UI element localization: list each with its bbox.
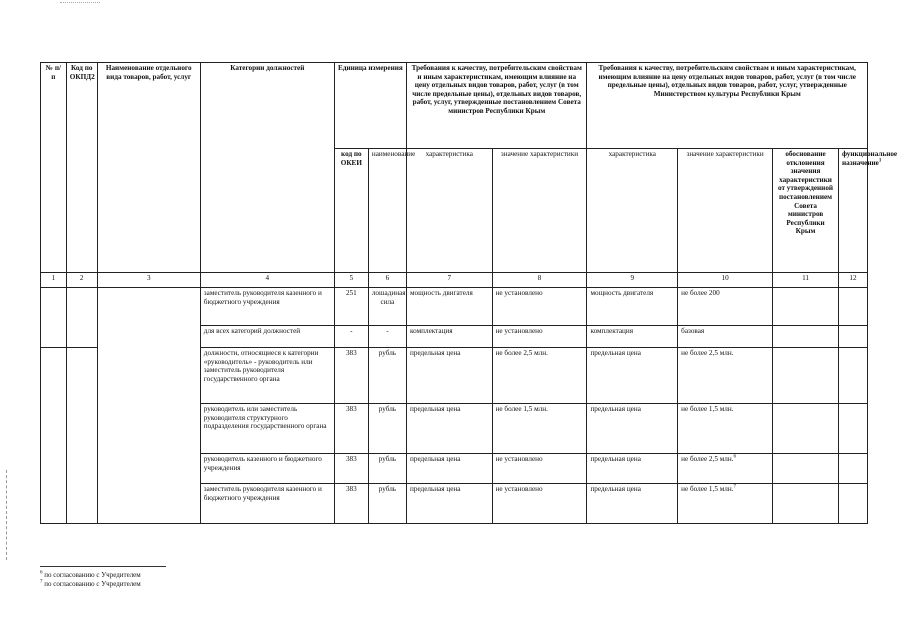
- row-just11: [773, 348, 839, 404]
- footnote-item: $^7$ по согласованию с Учредителем: [40, 579, 141, 588]
- row-char7: предельная цена: [407, 348, 493, 404]
- footnote-item: $^6$ по согласованию с Учредителем: [40, 570, 141, 579]
- row-val10: не более 2,5 млн.: [678, 348, 773, 404]
- subheader-characteristic-7: характеристика: [407, 149, 493, 273]
- footnotes: [40, 571, 141, 589]
- subheader-value-8: значение характеристики: [492, 149, 587, 273]
- header-goods-name: Наименование отдельного вида товаров, работ, услуг: [97, 63, 200, 273]
- col-num-3: 3: [97, 273, 200, 288]
- row-no-cell: [41, 288, 67, 348]
- header-council-requirements: Требования к качеству, потребительским свойствам и иным характеристикам, имеющим влияние на цену отдельных видов товаров, работ, услуг (в том числе предельные цены), отдельных видов товаров, работ, услуг, утвержденные постановлением Совета министров Республики Крым: [407, 63, 587, 149]
- row-unit: рубль: [368, 454, 406, 484]
- row-just11: [773, 484, 839, 524]
- col-num-1: 1: [41, 273, 67, 288]
- row-val10: не более 2,5 млн.$^6$: [678, 454, 773, 484]
- row-char7: мощность двигателя: [407, 288, 493, 326]
- row-just11: [773, 454, 839, 484]
- header-position-category: Категории должностей: [200, 63, 334, 273]
- row-val8: не установлено: [492, 288, 587, 326]
- col-num-11: 11: [773, 273, 839, 288]
- footnote-separator: [40, 566, 166, 567]
- col-num-2: 2: [66, 273, 97, 288]
- row-okei: 383: [334, 484, 368, 524]
- row-func12: [839, 404, 868, 454]
- row-func12: [839, 288, 868, 326]
- col-num-5: 5: [334, 273, 368, 288]
- col-num-6: 6: [368, 273, 406, 288]
- row-char7: предельная цена: [407, 404, 493, 454]
- row-just11: [773, 404, 839, 454]
- row-val10: не более 1,5 млн.: [678, 404, 773, 454]
- col-num-9: 9: [587, 273, 678, 288]
- subheader-value-10: значение характеристики: [678, 149, 773, 273]
- row-just11: [773, 326, 839, 348]
- header-ministry-requirements: Требования к качеству, потребительским свойствам и иным характеристикам, имеющим влияние на цену отдельных видов товаров, работ, услуг (в том числе предельные цены), отдельных видов товаров, работ, услуг, утвержденные Министерством культуры Республики Крым: [587, 63, 868, 149]
- header-unit: Единица измерения: [334, 63, 406, 149]
- subheader-characteristic-9: характеристика: [587, 149, 678, 273]
- subheader-unit-name: наименование: [368, 149, 406, 273]
- row-func12: [839, 484, 868, 524]
- subheader-function-12: функциональное назначение$^1$: [839, 149, 868, 273]
- row-val8: не установлено: [492, 454, 587, 484]
- row-category: заместитель руководителя казенного и бюджетного учреждения: [200, 288, 334, 326]
- column-number-row: [41, 273, 868, 288]
- col-num-4: 4: [200, 273, 334, 288]
- row-category: руководитель или заместитель руководителя структурного подразделения государственного органа: [200, 404, 334, 454]
- subheader-okei: код по ОКЕИ: [334, 149, 368, 273]
- row-func12: [839, 454, 868, 484]
- row-char7: комплектация: [407, 326, 493, 348]
- header-okpd2: Код по ОКПД2: [66, 63, 97, 273]
- table-row: [41, 288, 868, 326]
- col-num-7: 7: [407, 273, 493, 288]
- row-unit: рубль: [368, 404, 406, 454]
- row-val8: не более 1,5 млн.: [492, 404, 587, 454]
- col-num-8: 8: [492, 273, 587, 288]
- header-row-main: [41, 63, 868, 149]
- row-category: для всех категорий должностей: [200, 326, 334, 348]
- row-char9: предельная цена: [587, 404, 678, 454]
- row-char7: предельная цена: [407, 454, 493, 484]
- row-val8: не установлено: [492, 326, 587, 348]
- row-category: руководитель казенного и бюджетного учреждения: [200, 454, 334, 484]
- row-unit: рубль: [368, 484, 406, 524]
- binding-margin-line: [6, 470, 8, 560]
- header-no: № п/п: [41, 63, 67, 273]
- row-char9: предельная цена: [587, 348, 678, 404]
- row-okei: -: [334, 326, 368, 348]
- row-unit: лошадиная сила: [368, 288, 406, 326]
- row-okei: 383: [334, 404, 368, 454]
- col-num-10: 10: [678, 273, 773, 288]
- footnote-ref: 7: [733, 484, 736, 490]
- subheader-justification-11: обоснование отклонения значения характеристики от утвержденной постановлением Совета министров Республики Крым: [773, 149, 839, 273]
- row-val10: не более 1,5 млн.$^7$: [678, 484, 773, 524]
- row-okpd2-cell: [66, 288, 97, 348]
- row-val8: не более 2,5 млн.: [492, 348, 587, 404]
- row-func12: [839, 326, 868, 348]
- row-category: должности, относящиеся к категории «руководитель» - руководитель или заместитель руководителя государственного органа: [200, 348, 334, 404]
- scan-artifact: [60, 2, 100, 3]
- row-char7: предельная цена: [407, 484, 493, 524]
- row-val8: не установлено: [492, 484, 587, 524]
- row-val10: не более 200: [678, 288, 773, 326]
- row-no-cell: [41, 348, 67, 524]
- row-okei: 383: [334, 348, 368, 404]
- row-char9: комплектация: [587, 326, 678, 348]
- col-num-12: 12: [839, 273, 868, 288]
- requirements-table: [40, 62, 898, 524]
- row-goods-name-cell: [97, 288, 200, 524]
- row-okei: 383: [334, 454, 368, 484]
- footnote-ref: 6: [733, 454, 736, 460]
- row-char9: предельная цена: [587, 454, 678, 484]
- row-okei: 251: [334, 288, 368, 326]
- row-okpd2-cell: [66, 348, 97, 524]
- row-just11: [773, 288, 839, 326]
- row-category: заместитель руководителя казенного и бюджетного учреждения: [200, 484, 334, 524]
- row-char9: предельная цена: [587, 484, 678, 524]
- row-unit: -: [368, 326, 406, 348]
- row-val10: базовая: [678, 326, 773, 348]
- row-unit: рубль: [368, 348, 406, 404]
- row-func12: [839, 348, 868, 404]
- row-char9: мощность двигателя: [587, 288, 678, 326]
